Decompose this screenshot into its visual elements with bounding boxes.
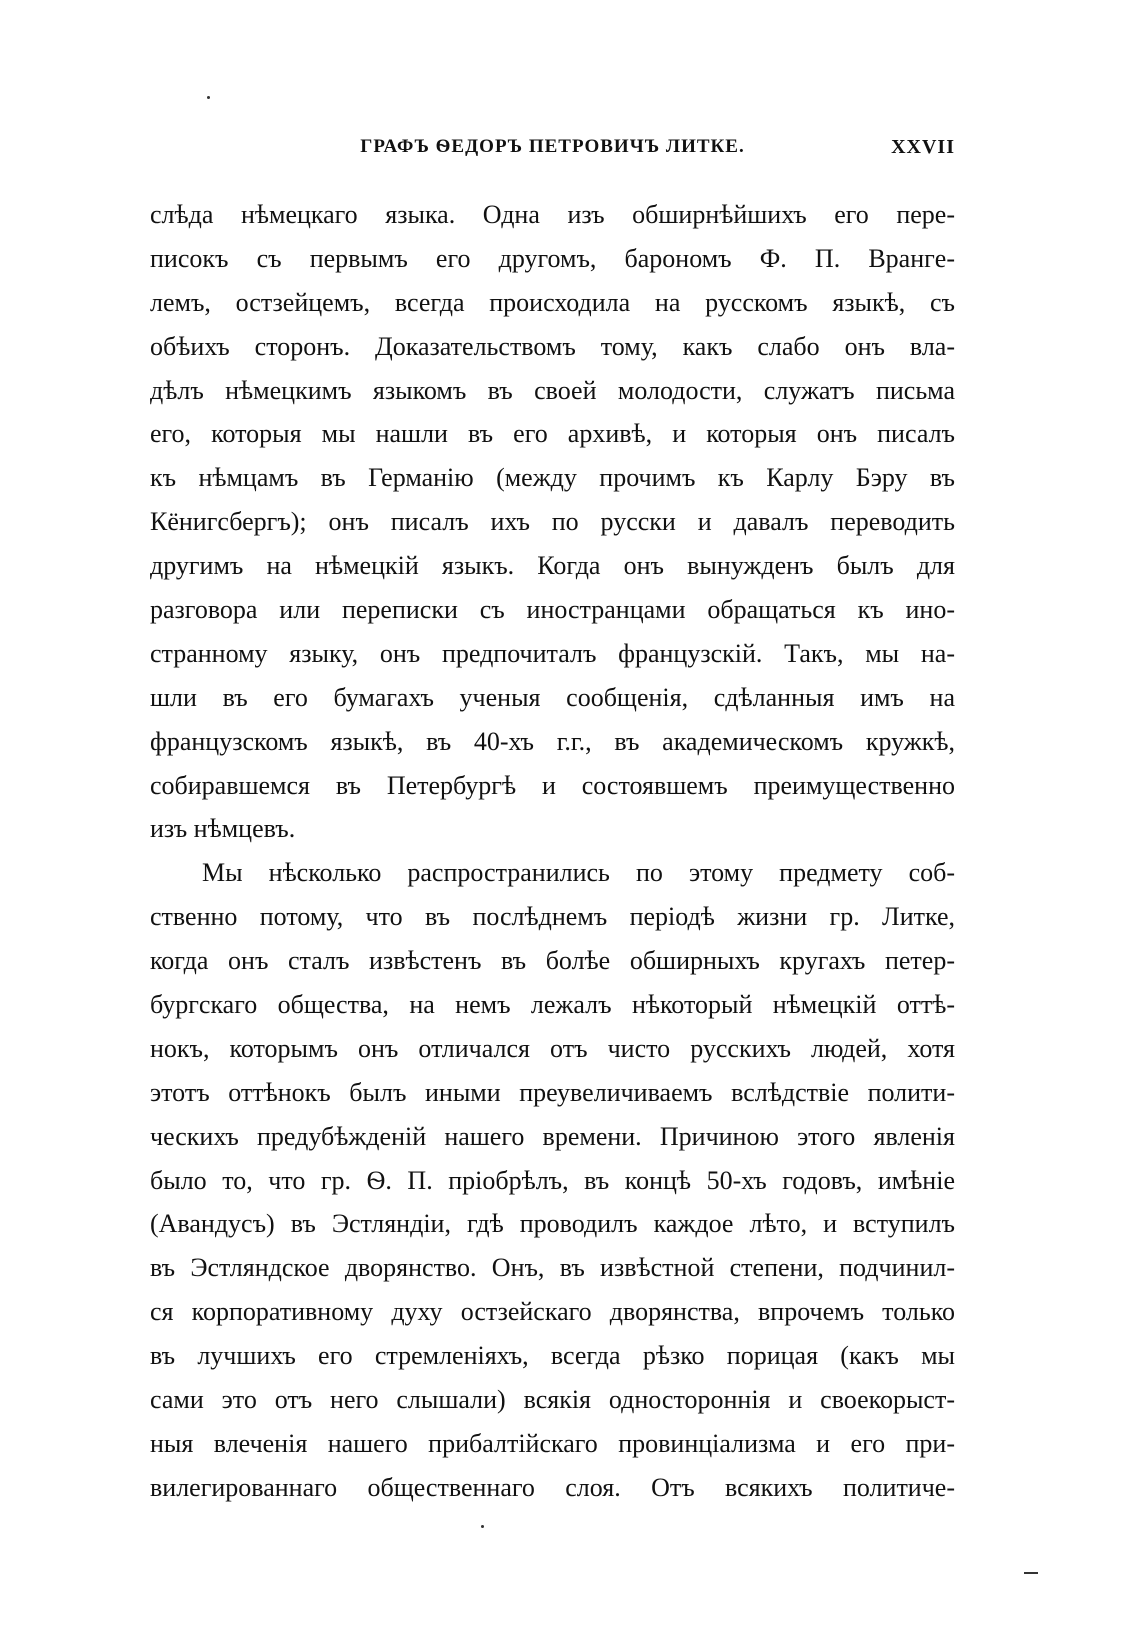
text-line: ственно потому, что въ послѣднемъ періодѣ жизни гр. Литке, [150,902,955,932]
text-line: французскомъ языкѣ, въ 40-хъ г.г., въ академическомъ кружкѣ, [150,726,955,756]
text-line: писокъ съ первымъ его другомъ, барономъ Ф. П. Врангe- [150,243,955,273]
text-line: бургскаго общества, на немъ лежалъ нѣкоторый нѣмецкій оттѣ- [150,990,955,1020]
page-number: XXVII [891,136,955,158]
text-line: странному языку, онъ предпочиталъ французскій. Такъ, мы на- [150,638,955,668]
paragraph-1 [150,193,955,851]
text-line: другимъ на нѣмецкій языкъ. Когда онъ вынужденъ былъ для [150,551,955,581]
text-line: было то, что гр. Ѳ. П. пріобрѣлъ, въ концѣ 50-хъ годовъ, имѣніе [150,1165,955,1195]
text-line: изъ нѣмцевъ. [150,814,296,844]
scan-speck [481,1525,484,1528]
body-text [150,193,955,1510]
text-line: вилегированнаго общественнаго слоя. Отъ всякихъ политиче- [150,1472,955,1502]
text-line: дѣлъ нѣмецкимъ языкомъ въ своей молодости, служатъ письма [150,375,955,405]
text-line: слѣда нѣмецкаго языка. Одна изъ обширнѣйшихъ его пере- [150,200,955,229]
text-line: собиравшемся въ Петербургѣ и состоявшемъ преимущественно [150,770,955,800]
text-line: нокъ, которымъ онъ отличался отъ чисто русскихъ людей, хотя [150,1033,955,1063]
text-line: сами это отъ него слышали) всякія одностороннія и своекорыст- [150,1385,955,1415]
text-line: его, которыя мы нашли въ его архивѣ, и которыя онъ писалъ [150,419,955,449]
text-line: когда онъ сталъ извѣстенъ въ болѣе обширныхъ кругахъ петер- [150,946,955,976]
text-line: этотъ оттѣнокъ былъ иными преувеличиваемъ вслѣдствіе полити- [150,1077,955,1107]
text-line: ческихъ предубѣжденій нашего времени. Причиною этого явленія [150,1121,955,1151]
text-line: къ нѣмцамъ въ Германію (между прочимъ къ Карлу Бэру въ [150,463,955,493]
text-line: (Авандусъ) въ Эстляндіи, гдѣ проводилъ каждое лѣто, и вступилъ [150,1209,955,1239]
text-line: въ Эстляндское дворянство. Онъ, въ извѣстной степени, подчинил- [150,1253,955,1283]
text-line: въ лучшихъ его стремленіяхъ, всегда рѣзко порицая (какъ мы [150,1341,955,1371]
running-title: ГРАФЪ ѲЕДОРЪ ПЕТРОВИЧЪ ЛИТКЕ. [360,136,745,157]
text-line: ныя влеченія нашего прибалтійскаго провинціализма и его при- [150,1428,955,1458]
text-line: обѣихъ сторонъ. Доказательствомъ тому, какъ слабо онъ вла- [150,331,955,361]
text-line: шли въ его бумагахъ ученыя сообщенія, сдѣланныя имъ на [150,682,955,712]
text-line: Мы нѣсколько распространились по этому предмету соб- [202,858,955,888]
page-header [150,136,955,166]
text-line: разговора или переписки съ иностранцами обращаться къ ино- [150,595,955,625]
scan-mark [1024,1572,1038,1574]
text-line: Кёнигсбергъ); онъ писалъ ихъ по русски и давалъ переводить [150,507,955,537]
text-line: ся корпоративному духу остзейскаго дворянства, впрочемъ только [150,1297,955,1327]
scan-speck [207,96,210,99]
text-line: лемъ, остзейцемъ, всегда происходила на русскомъ языкѣ, съ [150,287,955,317]
paragraph-2 [150,851,955,1509]
